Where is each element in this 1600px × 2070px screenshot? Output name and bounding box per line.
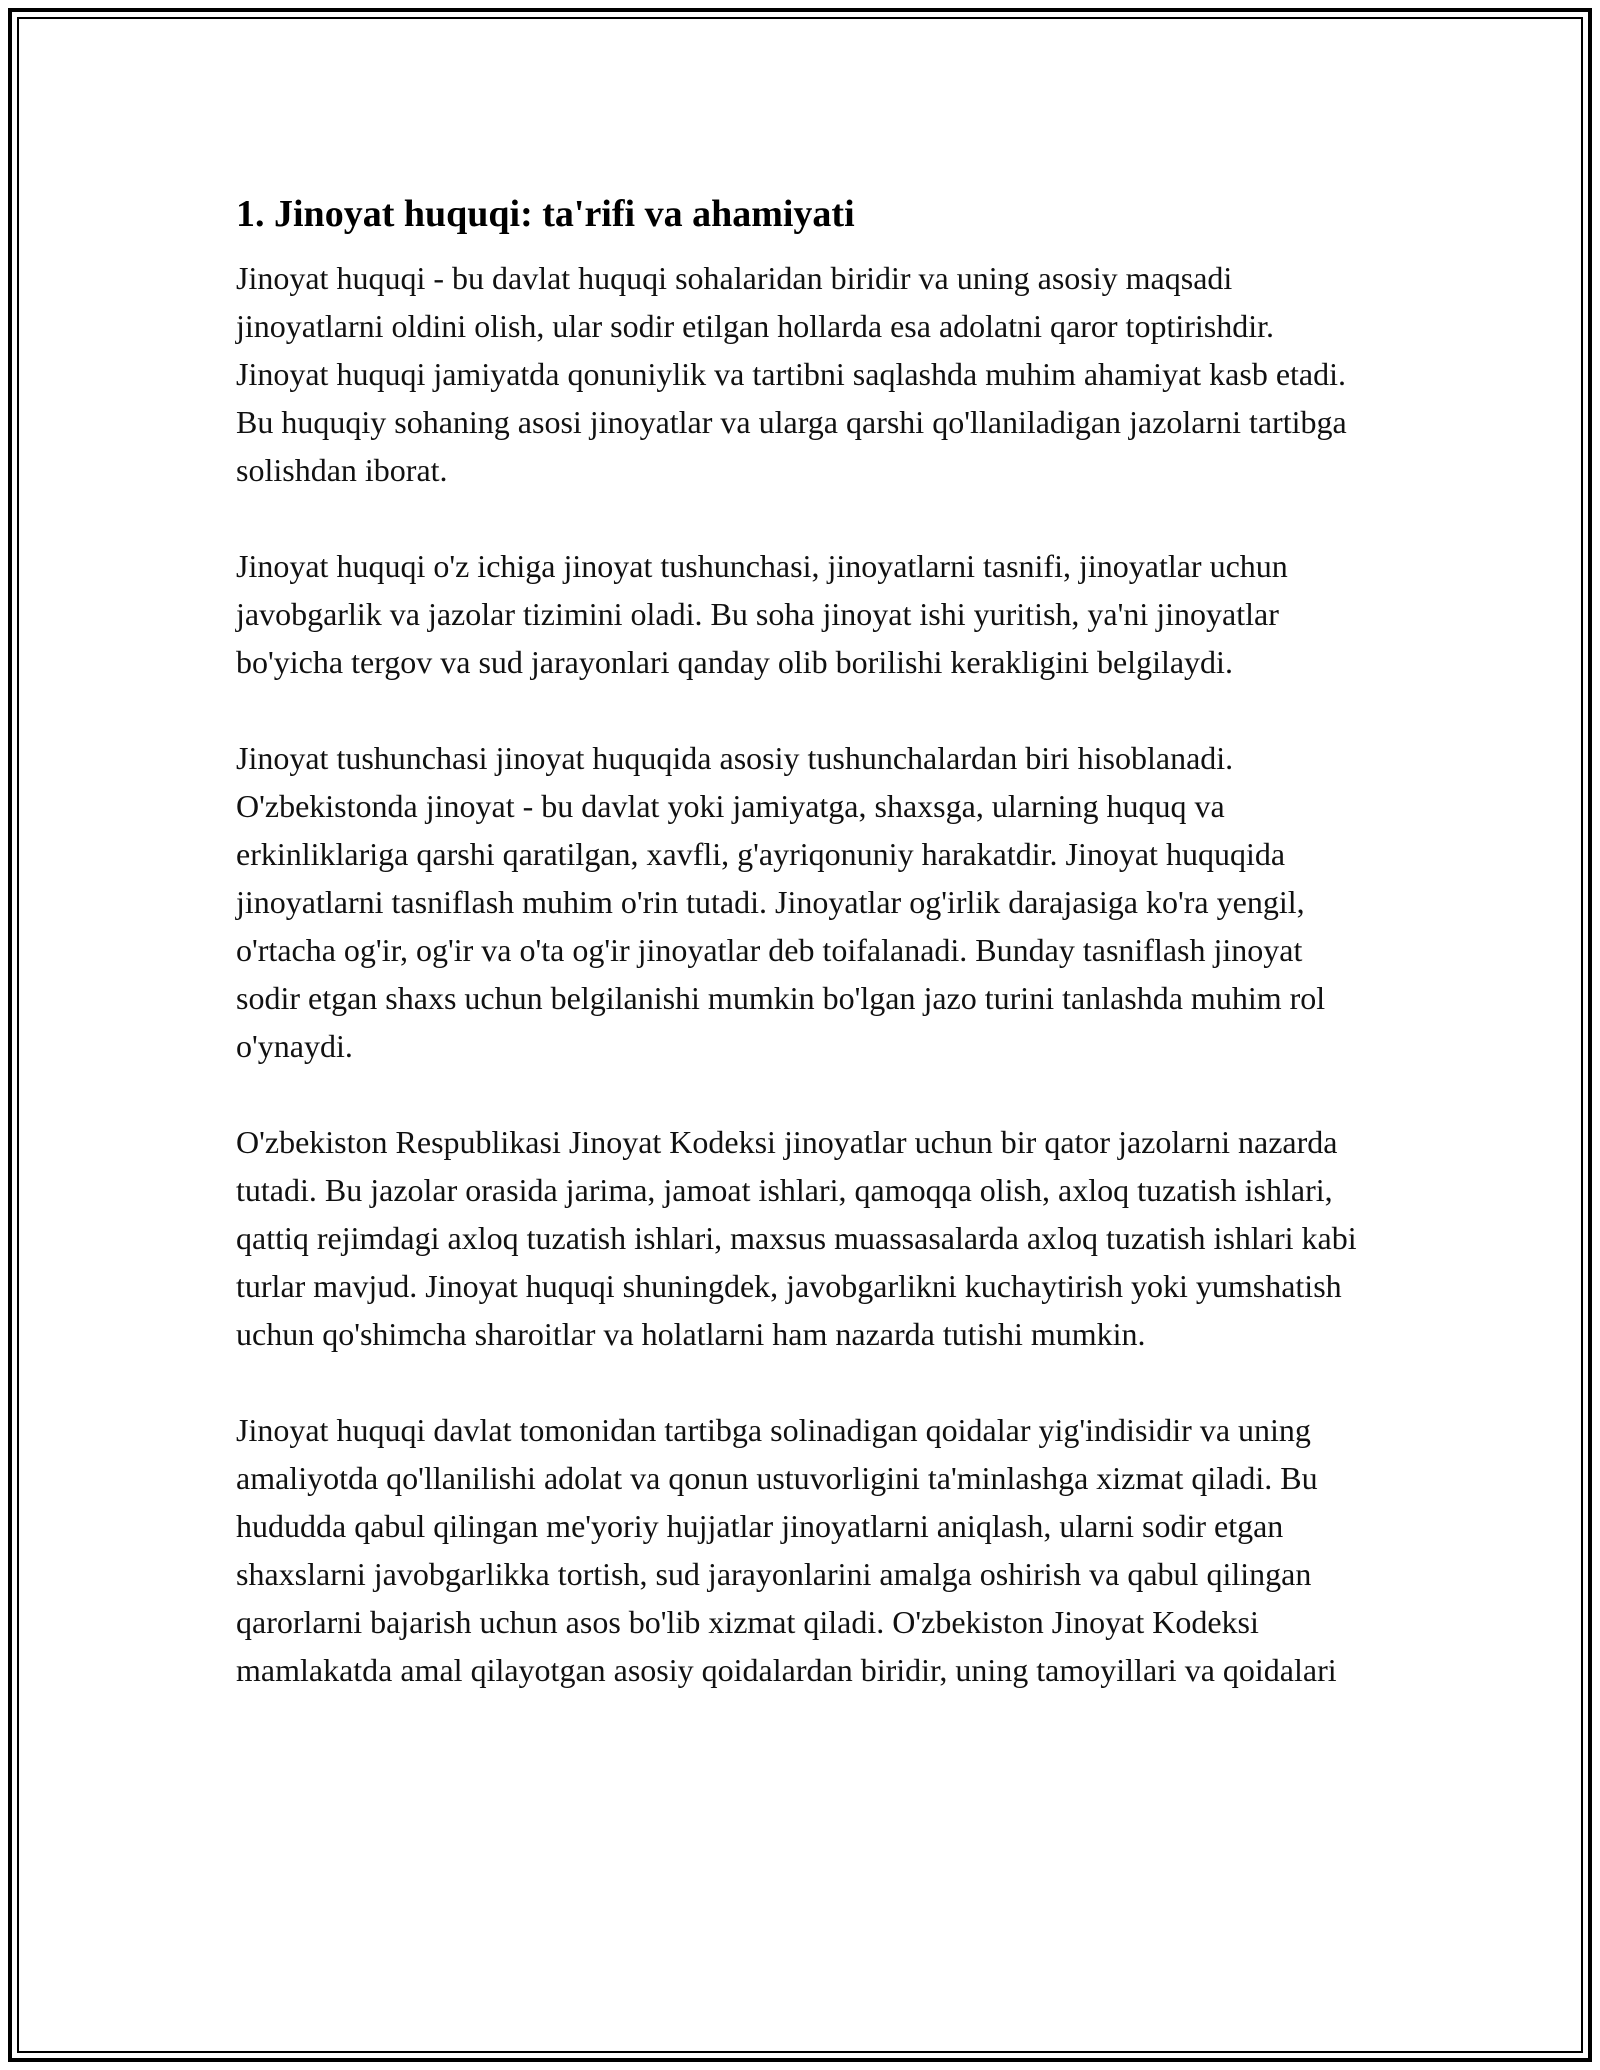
paragraph-2: Jinoyat huquqi o'z ichiga jinoyat tushunchasi, jinoyatlarni tasnifi, jinoyatlar uchun javobgarlik va jazolar tizimini oladi. Bu soha jinoyat ishi yuritish, ya'ni jinoyatlar bo'yicha tergov va sud jarayonlari qanday olib borilishi kerakligini belgilaydi. xyxy=(236,548,1288,680)
paragraph-4: O'zbekiston Respublikasi Jinoyat Kodeksi jinoyatlar uchun bir qator jazolarni nazarda tutadi. Bu jazolar orasida jarima, jamoat ishlari, qamoqqa olish, axloq tuzatish ishlari, qattiq rejimdagi axloq tuzatish ishlari, maxsus muassasalarda axloq tuzatish ishlari kabi turlar mavjud. Jinoyat huquqi shuningdek, javobgarlikni kuchaytirish yoki yumshatish uchun qo'shimcha sharoitlar va holatlarni ham nazarda tutishi mumkin. xyxy=(236,1124,1357,1352)
document-body xyxy=(236,190,1366,1742)
section-heading: 1. Jinoyat huquqi: ta'rifi va ahamiyati xyxy=(236,193,855,235)
paragraph-1: Jinoyat huquqi - bu davlat huquqi sohalaridan biridir va uning asosiy maqsadi jinoyatlarni oldini olish, ular sodir etilgan hollarda esa adolatni qaror toptirishdir. Jinoyat huquqi jamiyatda qonuniylik va tartibni saqlashda muhim ahamiyat kasb etadi. Bu huquqiy sohaning asosi jinoyatlar va ularga qarshi qo'llaniladigan jazolarni tartibga solishdan iborat. xyxy=(236,260,1347,488)
paragraph-5: Jinoyat huquqi davlat tomonidan tartibga solinadigan qoidalar yig'indisidir va uning amaliyotda qo'llanilishi adolat va qonun ustuvorligini ta'minlashga xizmat qiladi. Bu hududda qabul qilingan me'yoriy hujjatlar jinoyatlarni aniqlash, ularni sodir etgan shaxslarni javobgarlikka tortish, sud jarayonlarini amalga oshirish va qabul qilingan qarorlarni bajarish uchun asos bo'lib xizmat qiladi. O'zbekiston Jinoyat Kodeksi mamlakatda amal qilayotgan asosiy qoidalardan biridir, uning tamoyillari va qoidalari xyxy=(236,1412,1337,1688)
paragraph-3: Jinoyat tushunchasi jinoyat huquqida asosiy tushunchalardan biri hisoblanadi. O'zbekistonda jinoyat - bu davlat yoki jamiyatga, shaxsga, ularning huquq va erkinliklariga qarshi qaratilgan, xavfli, g'ayriqonuniy harakatdir. Jinoyat huquqida jinoyatlarni tasniflash muhim o'rin tutadi. Jinoyatlar og'irlik darajasiga ko'ra yengil, o'rtacha og'ir, og'ir va o'ta og'ir jinoyatlar deb toifalanadi. Bunday tasniflash jinoyat sodir etgan shaxs uchun belgilanishi mumkin bo'lgan jazo turini tanlashda muhim rol o'ynaydi. xyxy=(236,740,1326,1064)
